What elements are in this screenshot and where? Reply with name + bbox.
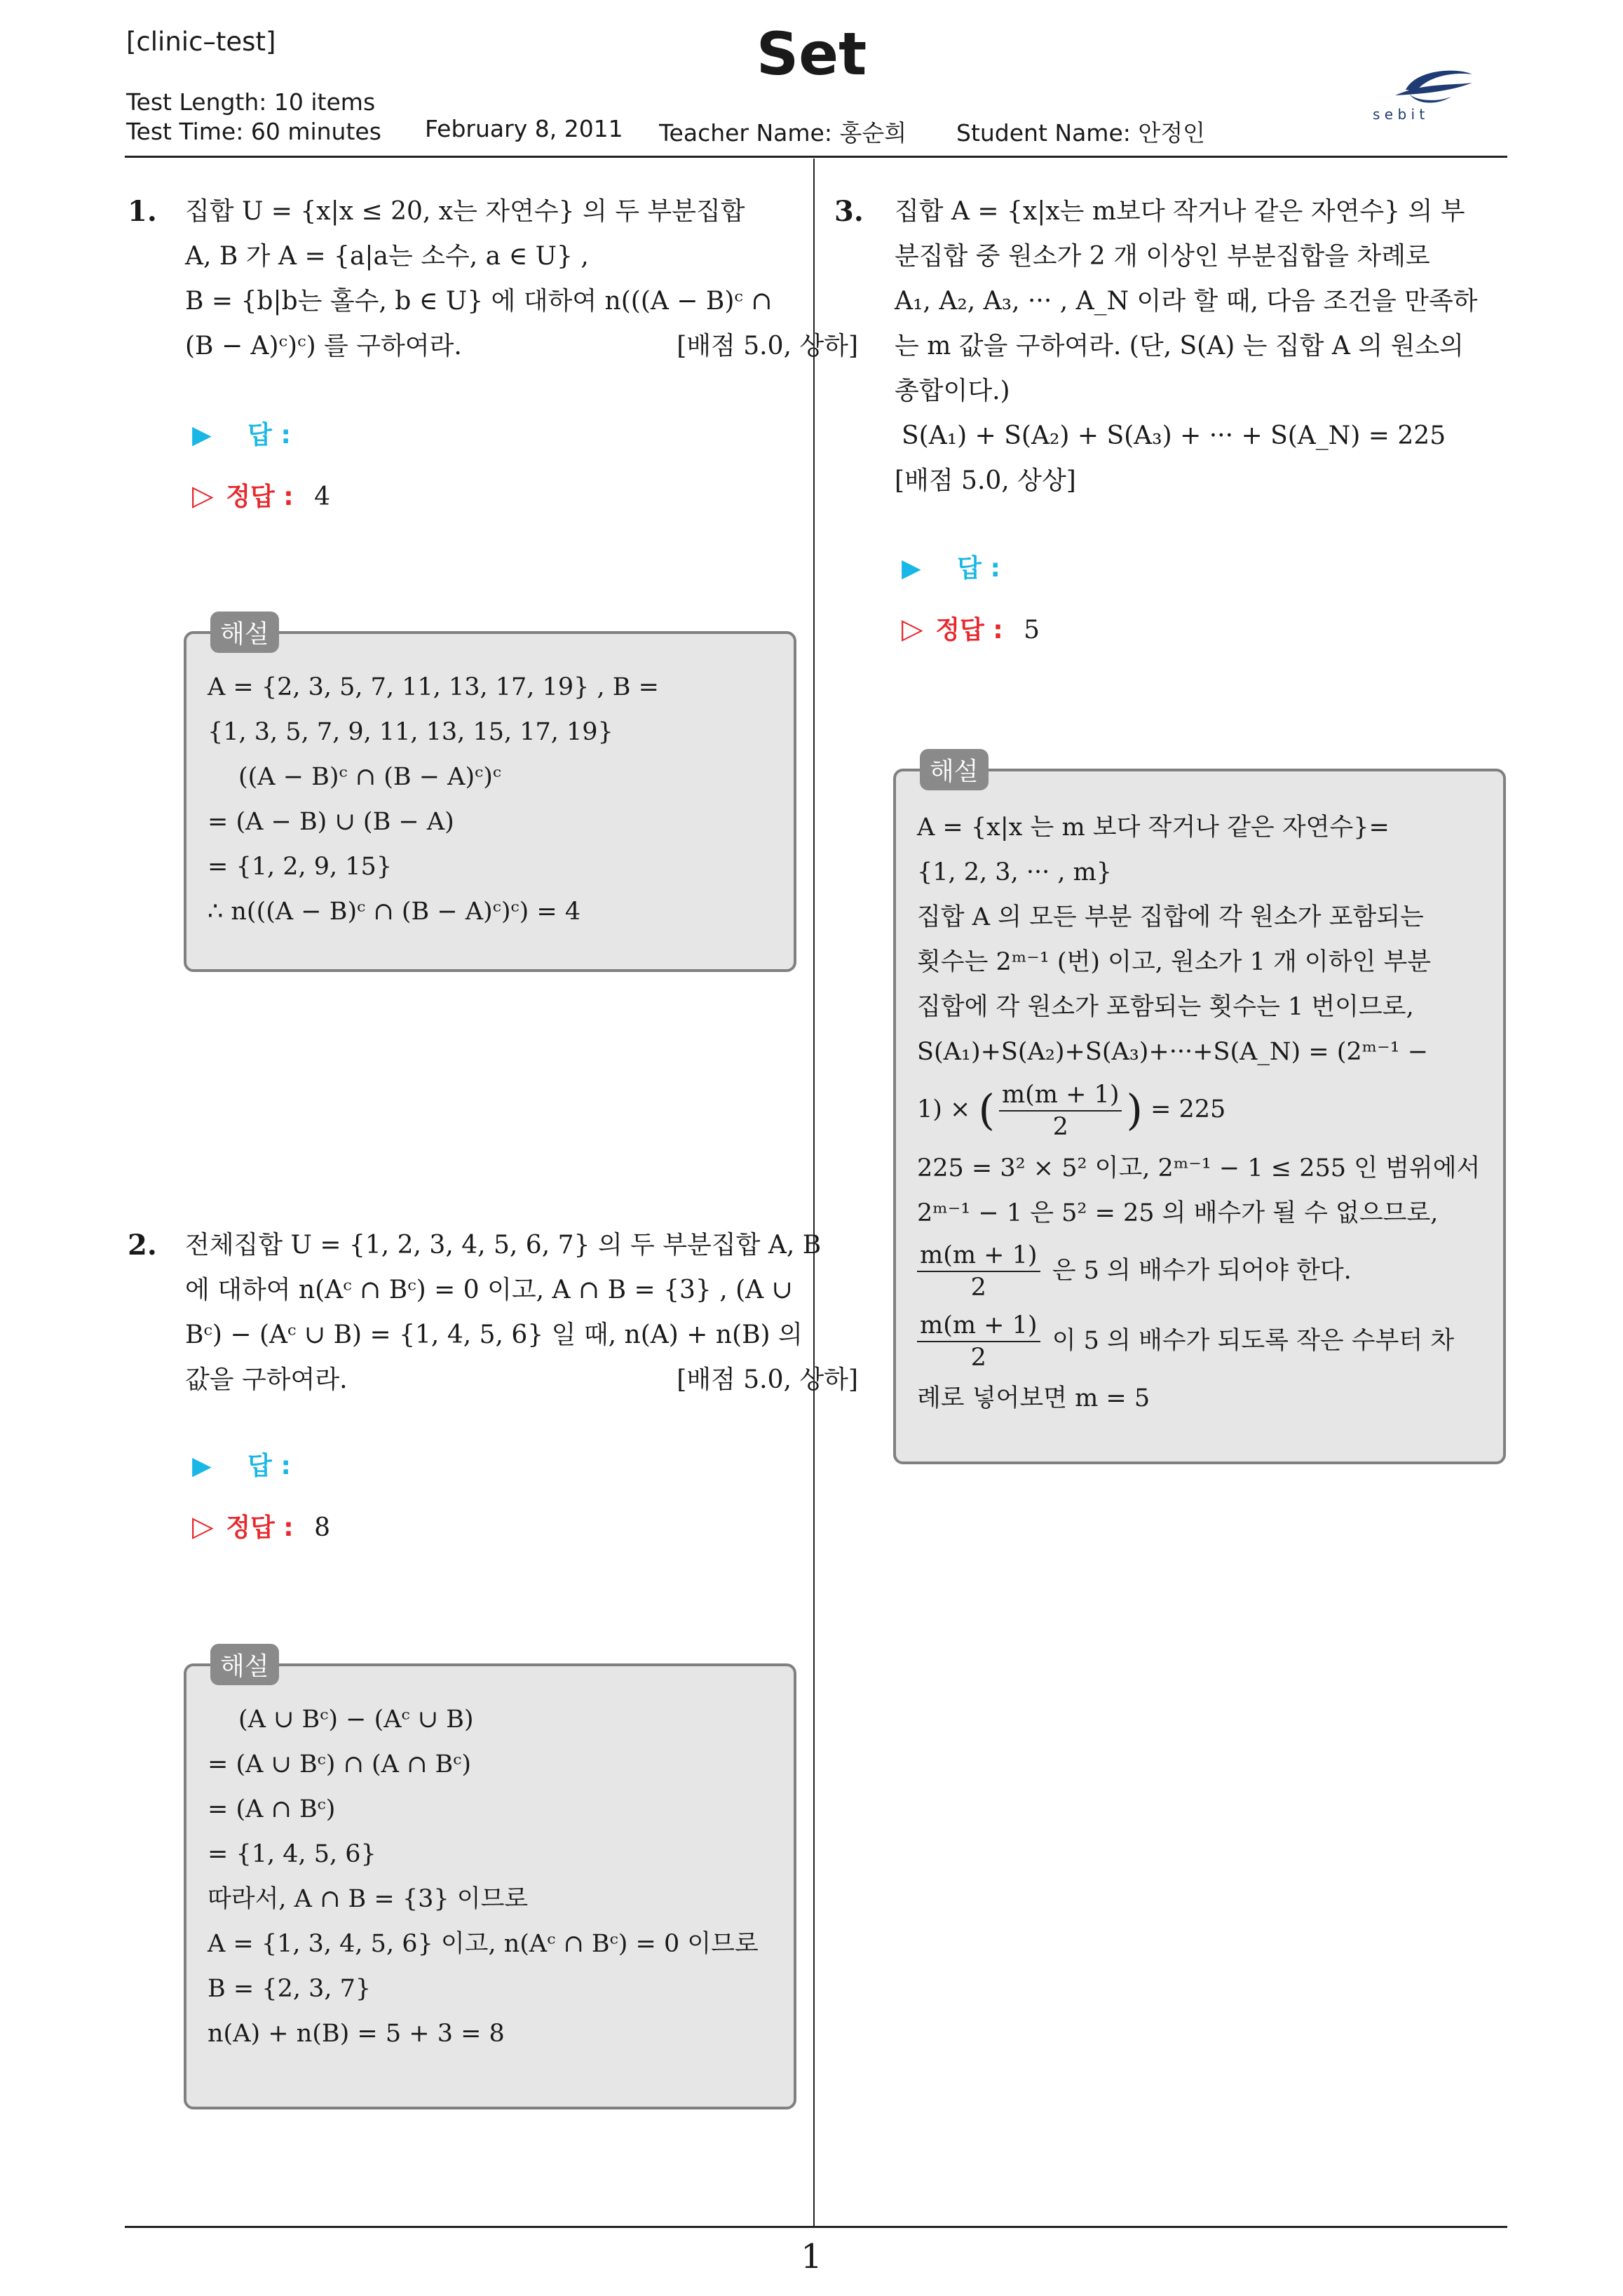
problem-text-line: Bᶜ) − (Aᶜ ∪ B) = {1, 4, 5, 6} 일 때, n(A) + n(B) 의 [185, 1321, 803, 1349]
problem-text-line: A₁, A₂, A₃, ··· , A_N 이라 할 때, 다음 조건을 만족하 [895, 287, 1478, 316]
score-label: [배점 5.0, 상하] [677, 1365, 858, 1394]
problem-number: 2. [128, 1229, 157, 1262]
correct-value: 5 [1024, 616, 1040, 644]
explanation-line [917, 1306, 1483, 1376]
explanation-text: 은 5 의 배수가 되어야 한다. [1052, 1256, 1352, 1285]
explanation-box [893, 769, 1506, 1464]
answer-row[interactable] [192, 1446, 291, 1482]
problem-condition: S(A₁) + S(A₂) + S(A₃) + ··· + S(A_N) = 225 [902, 421, 1446, 450]
student-name: Student Name: 안정인 [956, 119, 1205, 147]
explanation-line [917, 1236, 1483, 1306]
problem-2 [128, 1223, 858, 1403]
explanation-line: n(A) + n(B) = 5 + 3 = 8 [208, 2020, 505, 2048]
test-length: Test Length: 10 items [126, 88, 376, 116]
explanation-line: {1, 3, 5, 7, 9, 11, 13, 15, 17, 19} [208, 718, 613, 746]
explanation-line: = (A ∪ Bᶜ) ∩ (A ∩ Bᶜ) [208, 1750, 472, 1778]
correct-arrow-icon: ▷ [192, 480, 214, 512]
problem-text-line [185, 324, 858, 369]
explanation-line: 집합 A 의 모든 부분 집합에 각 원소가 포함되는 [917, 903, 1424, 931]
answer-label: 답 : [247, 1452, 291, 1480]
problem-text-line: 분집합 중 원소가 2 개 이상인 부분집합을 차례로 [895, 242, 1430, 271]
explanation-tag: 해설 [210, 612, 279, 653]
explanation-line: = (A ∩ Bᶜ) [208, 1795, 336, 1823]
answer-row[interactable] [902, 548, 1000, 584]
explanation-line: = {1, 2, 9, 15} [208, 853, 393, 881]
right-paren: ) [1126, 1086, 1143, 1135]
header-rule [125, 156, 1507, 158]
answer-arrow-icon: ▶ [192, 421, 212, 450]
problem-text-line-last: 값을 구하여라. [185, 1365, 348, 1394]
problem-text-line: A, B 가 A = {a|a는 소수, a ∈ U} , [185, 242, 589, 271]
explanation-box [184, 631, 796, 972]
explanation-line: S(A₁)+S(A₂)+S(A₃)+···+S(A_N) = (2ᵐ⁻¹ − [917, 1038, 1429, 1066]
explanation-line: ((A − B)ᶜ ∩ (B − A)ᶜ)ᶜ [238, 763, 502, 791]
fraction-denominator: 2 [1052, 1112, 1068, 1141]
column-divider [813, 158, 815, 2227]
explanation-tag: 해설 [210, 1644, 279, 1685]
correct-label: 정답 : [935, 616, 1003, 644]
score-label: [배점 5.0, 상상] [895, 466, 1076, 495]
fraction-numerator: m(m + 1) [999, 1079, 1122, 1112]
fraction [917, 1310, 1040, 1373]
problem-text-line: 총합이다.) [895, 377, 1010, 405]
answer-label: 답 : [957, 554, 1000, 583]
explanation-line: 례로 넣어보면 m = 5 [917, 1384, 1150, 1412]
explanation-line: 2ᵐ⁻¹ − 1 은 5² = 25 의 배수가 될 수 없으므로, [917, 1198, 1439, 1227]
problem-text-line: 전체집합 U = {1, 2, 3, 4, 5, 6, 7} 의 두 부분집합 A, B [185, 1231, 822, 1260]
page-number: 1 [801, 2237, 822, 2276]
correct-answer-row [902, 610, 1040, 646]
footer-rule [125, 2226, 1507, 2228]
fraction [917, 1240, 1040, 1303]
explanation-line [208, 665, 774, 710]
fraction-numerator: m(m + 1) [917, 1240, 1040, 1272]
explanation-line: A = {x|x 는 m 보다 작거나 같은 자연수}= [917, 813, 1390, 842]
answer-row[interactable] [192, 415, 291, 451]
explanation-line: 횟수는 2ᵐ⁻¹ (번) 이고, 원소가 1 개 이하인 부분 [917, 948, 1432, 976]
answer-arrow-icon: ▶ [902, 554, 921, 583]
answer-label: 답 : [247, 421, 291, 450]
explanation-line: 225 = 3² × 5² 이고, 2ᵐ⁻¹ − 1 ≤ 255 인 범위에서 [917, 1154, 1481, 1182]
test-type-tag: [clinic–test] [126, 27, 276, 57]
explanation-line [917, 1074, 1483, 1146]
fraction-denominator: 2 [970, 1344, 986, 1372]
explanation-text: 이 5 의 배수가 되도록 작은 수부터 차 [1052, 1326, 1455, 1355]
correct-label: 정답 : [226, 482, 294, 511]
explanation-line: B = {2, 3, 7} [208, 1975, 372, 2003]
answer-arrow-icon: ▶ [192, 1452, 212, 1480]
correct-label: 정답 : [226, 1513, 294, 1542]
sebit-logo [1367, 62, 1486, 125]
explanation-text: = 225 [1150, 1095, 1226, 1123]
problem-1 [128, 189, 858, 369]
correct-value: 8 [314, 1513, 331, 1542]
problem-number: 1. [128, 195, 157, 228]
page-title: Set [756, 20, 867, 88]
sebit-logo-icon [1367, 62, 1486, 125]
explanation-text: 1) × [917, 1095, 971, 1123]
explanation-line: = (A − B) ∪ (B − A) [208, 808, 454, 836]
explanation-line: A = {1, 3, 4, 5, 6} 이고, n(Aᶜ ∩ Bᶜ) = 0 이므로 [208, 1930, 759, 1958]
fraction-denominator: 2 [970, 1274, 986, 1302]
problem-3 [834, 189, 1507, 504]
correct-arrow-icon: ▷ [902, 613, 923, 645]
explanation-text: A = {2, 3, 5, 7, 11, 13, 17, 19} , B = [208, 673, 659, 701]
correct-answer-row [192, 1508, 330, 1544]
problem-text-line: 에 대하여 n(Aᶜ ∩ Bᶜ) = 0 이고, A ∩ B = {3} , (A ∪ [185, 1276, 793, 1304]
test-date: February 8, 2011 [425, 115, 623, 142]
explanation-line: 따라서, A ∩ B = {3} 이므로 [208, 1885, 529, 1913]
correct-value: 4 [314, 482, 331, 511]
problem-number: 3. [834, 195, 864, 228]
correct-answer-row [192, 477, 330, 513]
left-paren: ( [978, 1086, 995, 1135]
test-time: Test Time: 60 minutes [126, 118, 381, 145]
explanation-line: (A ∪ Bᶜ) − (Aᶜ ∪ B) [238, 1706, 474, 1734]
problem-text-line-last: (B − A)ᶜ)ᶜ) 를 구하여라. [185, 332, 462, 360]
fraction-numerator: m(m + 1) [917, 1310, 1040, 1342]
explanation-box [184, 1663, 796, 2109]
explanation-line: 집합에 각 원소가 포함되는 횟수는 1 번이므로, [917, 993, 1414, 1021]
problem-text-line: 집합 U = {x|x ≤ 20, x는 자연수} 의 두 부분집합 [185, 197, 745, 226]
fraction [999, 1079, 1122, 1142]
correct-arrow-icon: ▷ [192, 1511, 214, 1543]
problem-text-line: 는 m 값을 구하여라. (단, S(A) 는 집합 A 의 원소의 [895, 332, 1464, 360]
explanation-tag: 해설 [920, 749, 989, 790]
problem-text-line: 집합 A = {x|x는 m보다 작거나 같은 자연수} 의 부 [895, 197, 1465, 226]
logo-text: s e b i t [1373, 106, 1425, 123]
problem-text-line [185, 1358, 858, 1403]
score-label: [배점 5.0, 상하] [677, 332, 858, 360]
teacher-name: Teacher Name: 홍순희 [659, 119, 907, 147]
explanation-line: ∴ n(((A − B)ᶜ ∩ (B − A)ᶜ)ᶜ) = 4 [208, 898, 581, 926]
problem-text-line: B = {b|b는 홀수, b ∈ U} 에 대하여 n(((A − B)ᶜ ∩ [185, 287, 773, 316]
explanation-line: {1, 2, 3, ··· , m} [917, 858, 1113, 886]
explanation-line: = {1, 4, 5, 6} [208, 1840, 376, 1868]
